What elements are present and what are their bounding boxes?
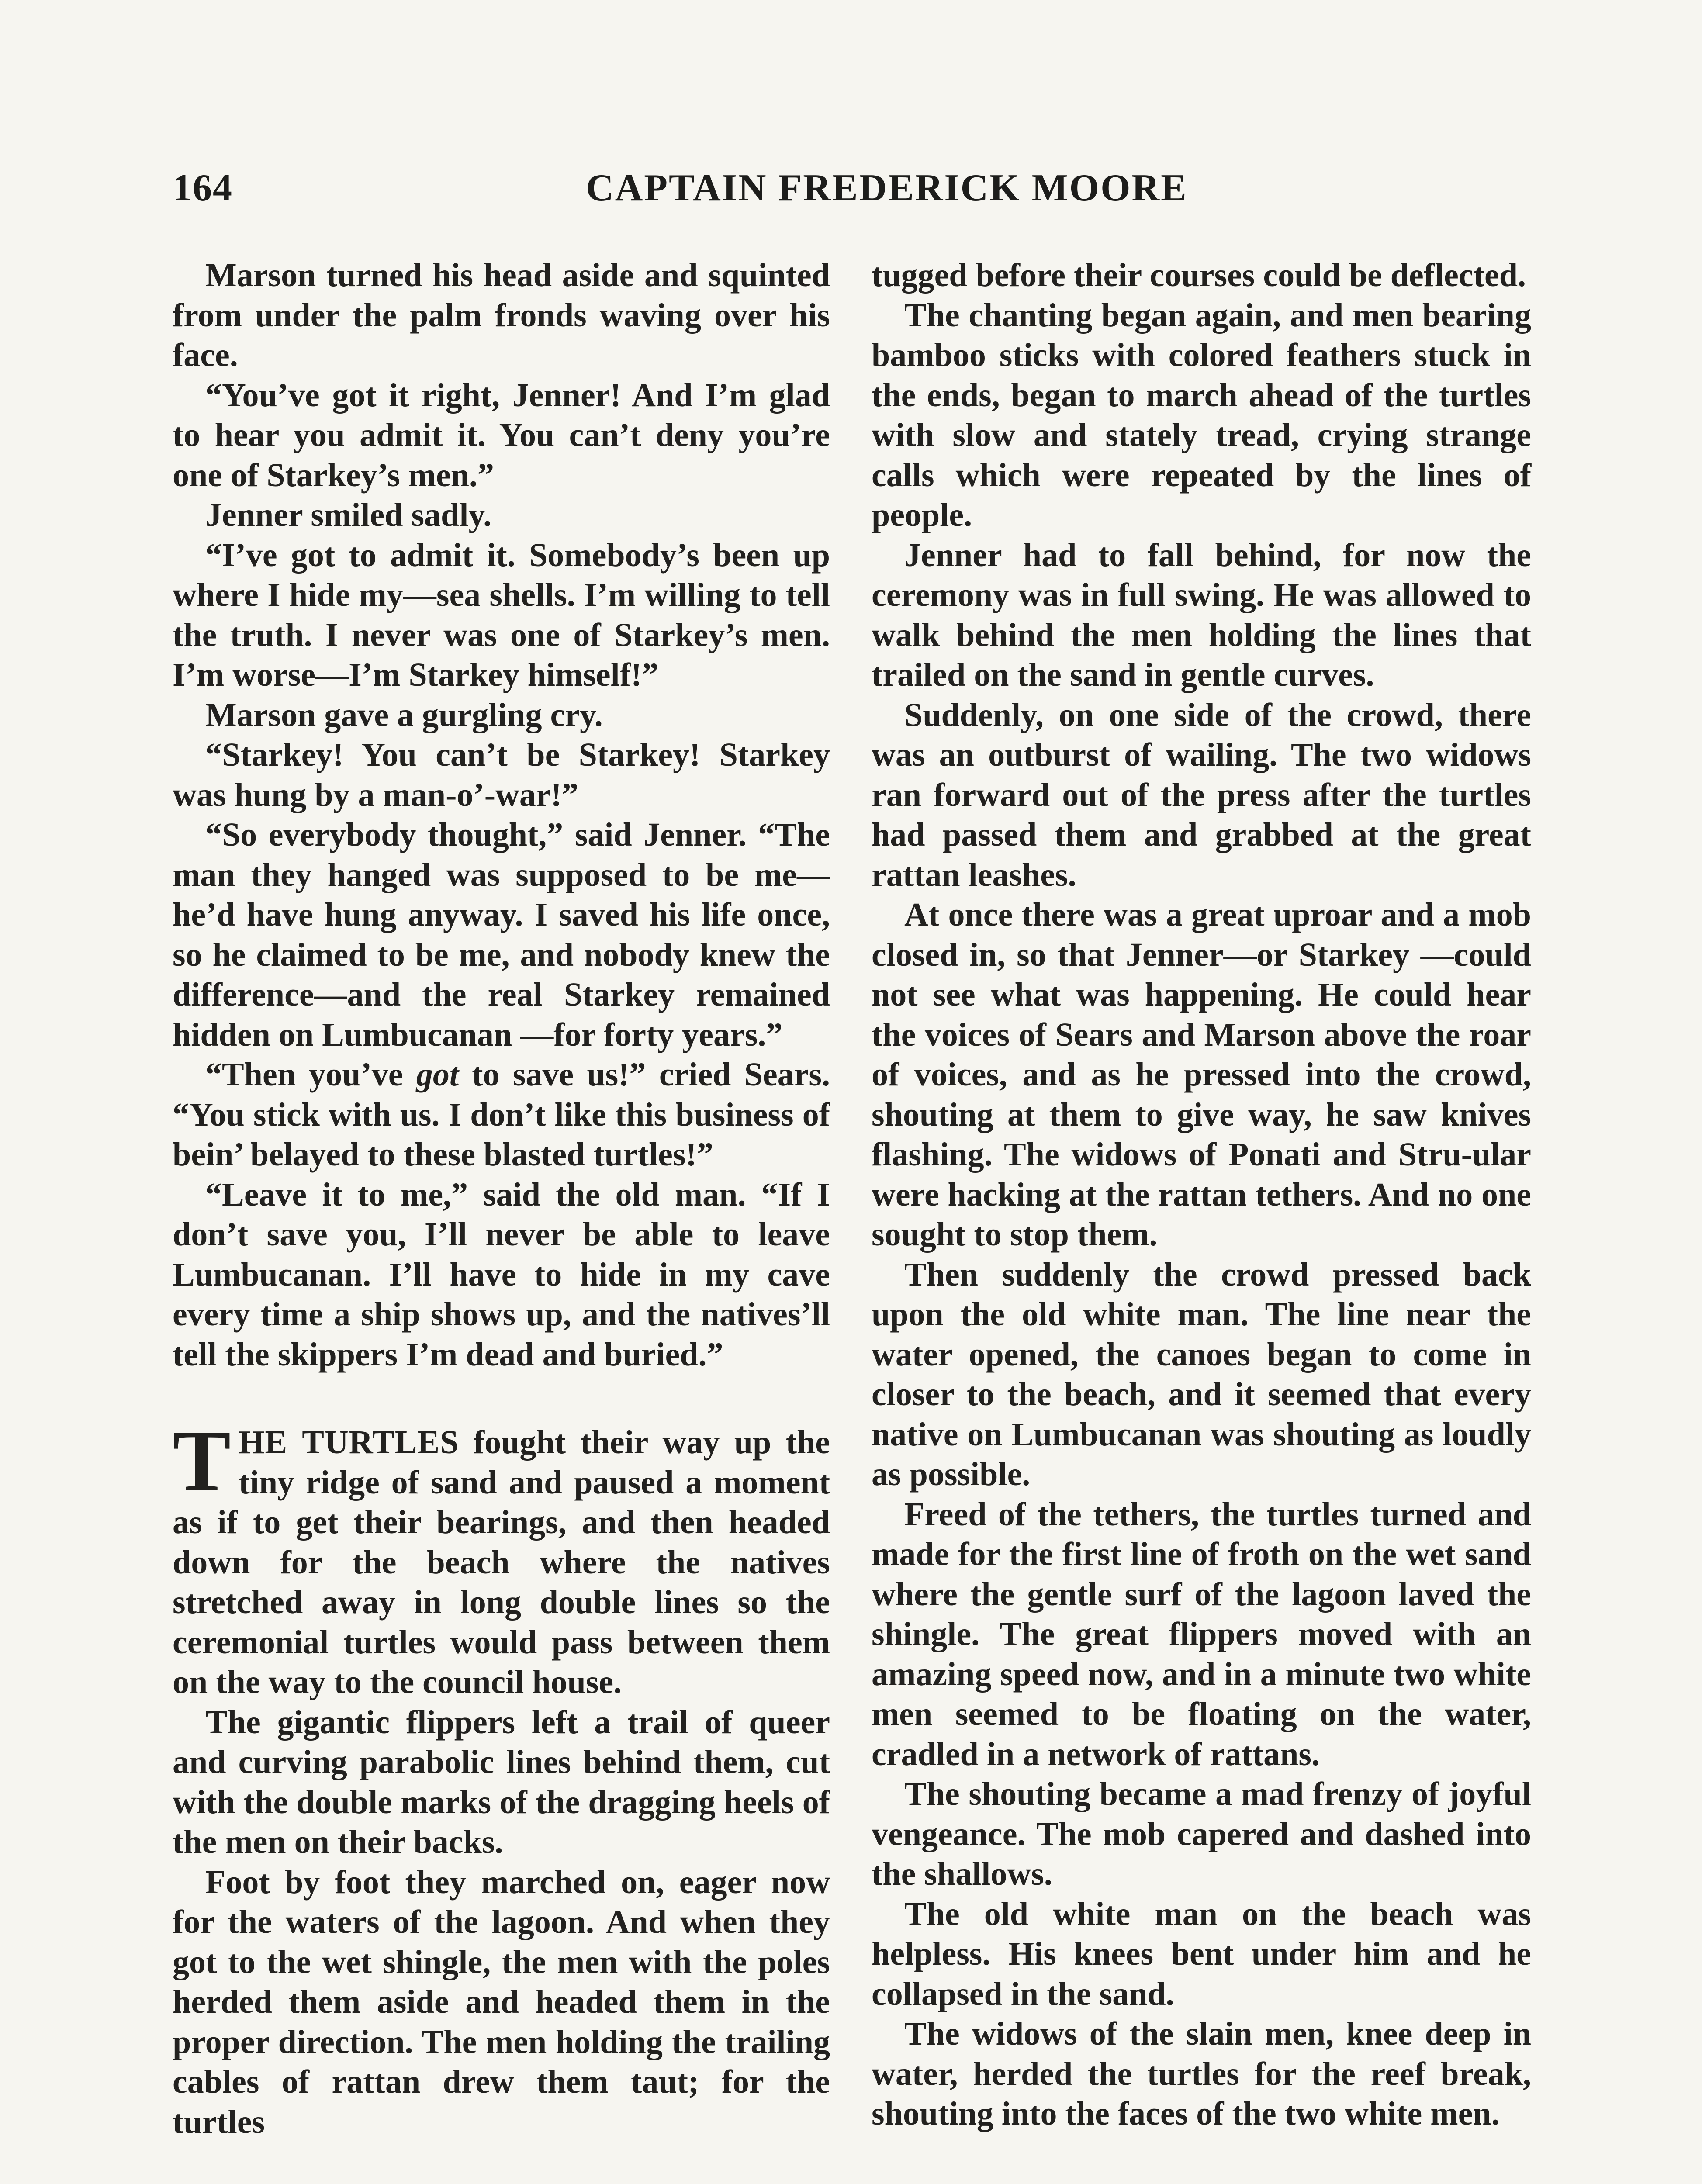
- paragraph: Then suddenly the crowd pressed back upon the old white man. The line near the water opened, the canoes began to come in closer to the beach, and it seemed that every native on Lumbucanan was shouting as loudly as possible.: [872, 1256, 1531, 1493]
- paragraph: “Leave it to me,” said the old man. “If I don’t save you, I’ll never be able to leave Lumbucanan. I’ll have to hide in my cave every time a ship shows up, and the natives’ll tell the skippers I’m dead and buried.”: [173, 1176, 830, 1373]
- paragraph: The gigantic flippers left a trail of queer and curving parabolic lines behind them, cut with the double marks of the dragging heels of the men on their backs.: [173, 1704, 830, 1860]
- text-run: “Then you’ve: [205, 1056, 416, 1093]
- section-break: [173, 1375, 830, 1423]
- paragraph: The widows of the slain men, knee deep in water, herded the turtles for the reef break, shouting into the faces of the two white men.: [872, 2015, 1531, 2132]
- running-title: CAPTAIN FREDERICK MOORE: [586, 167, 1188, 209]
- paragraph: “Starkey! You can’t be Starkey! Starkey was hung by a man-o’-war!”: [173, 736, 830, 813]
- paragraph: “You’ve got it right, Jenner! And I’m glad to hear you admit it. You can’t deny you’re one of Starkey’s men.”: [173, 377, 830, 494]
- page-number: 164: [173, 167, 233, 209]
- italic-text: got: [416, 1056, 459, 1093]
- text-run: fought their way up the tiny ridge of sand and paused a moment as if to get their bearings, and then headed down for the beach where the natives stretched away in long double lines so the ceremonial turtles would pass between them on the way to the council house.: [173, 1424, 830, 1700]
- paragraph: The shouting became a mad frenzy of joyful vengeance. The mob capered and dashed into the shallows.: [872, 1776, 1531, 1892]
- paragraph: “I’ve got to admit it. Somebody’s been up where I hide my—sea shells. I’m willing to tell the truth. I never was one of Starkey’s men. I’m worse—I’m Starkey himself!”: [173, 536, 830, 693]
- text-run: to save us!” cried Sears. “You stick with us. I don’t like this business of bein’ belayed to these blasted turtles!”: [173, 1056, 830, 1173]
- paragraph-sears: [173, 1055, 830, 1175]
- paragraph: Freed of the tethers, the turtles turned and made for the first line of froth on the wet sand where the gentle surf of the lagoon laved the shingle. The great flippers moved with an amazing speed now, and in a minute two white men seemed to be floating on the water, cradled in a network of rattans.: [872, 1496, 1531, 1773]
- paragraph-continuation: tugged before their courses could be deflected.: [872, 257, 1526, 294]
- paragraph: Jenner had to fall behind, for now the ceremony was in full swing. He was allowed to walk behind the men holding the lines that trailed on the sand in gentle curves.: [872, 536, 1531, 693]
- paragraph: The chanting began again, and men bearing bamboo sticks with colored feathers stuck in the ends, began to march ahead of the turtles with slow and stately tread, crying strange calls which were repeated by the lines of people.: [872, 297, 1531, 533]
- lead-in-caps: HE TURTLES: [239, 1424, 459, 1461]
- paragraph: Foot by foot they marched on, eager now for the waters of the lagoon. And when they got to the wet shingle, the men with the poles herded them aside and headed them in the proper direction. The men holding the trailing cables of rattan drew them taut; for the turtles: [173, 1863, 830, 2140]
- paragraph: Marson turned his head aside and squinted from under the palm fronds waving over his face.: [173, 257, 830, 373]
- paragraph: At once there was a great uproar and a mob closed in, so that Jenner—or Starkey —could not see what was happening. He could hear the voices of Sears and Marson above the roar of voices, and as he pressed into the crowd, shouting at them to give way, he saw knives flashing. The widows of Ponati and Stru-ular were hacking at the rattan tethers. And no one sought to stop them.: [872, 896, 1531, 1253]
- drop-cap: T: [173, 1413, 231, 1509]
- paragraph: Marson gave a gurgling cry.: [205, 696, 603, 733]
- paragraph: The old white man on the beach was helpless. His knees bent under him and he collapsed in the sand.: [872, 1895, 1531, 2012]
- page-header: [173, 166, 1601, 223]
- right-column: [872, 256, 1531, 2134]
- paragraph: “So everybody thought,” said Jenner. “The man they hanged was supposed to be me—he’d have hung anyway. I saved his life once, so he claimed to be me, and nobody knew the difference—and the real Starkey remained hidden on Lumbucanan —for forty years.”: [173, 816, 830, 1053]
- paragraph: Suddenly, on one side of the crowd, there was an outburst of wailing. The two widows ran forward out of the press after the turtles had passed them and grabbed at the great rattan leashes.: [872, 696, 1531, 893]
- left-column: [173, 256, 830, 2142]
- section-opening-paragraph: [173, 1413, 830, 1703]
- paragraph: Jenner smiled sadly.: [205, 497, 492, 533]
